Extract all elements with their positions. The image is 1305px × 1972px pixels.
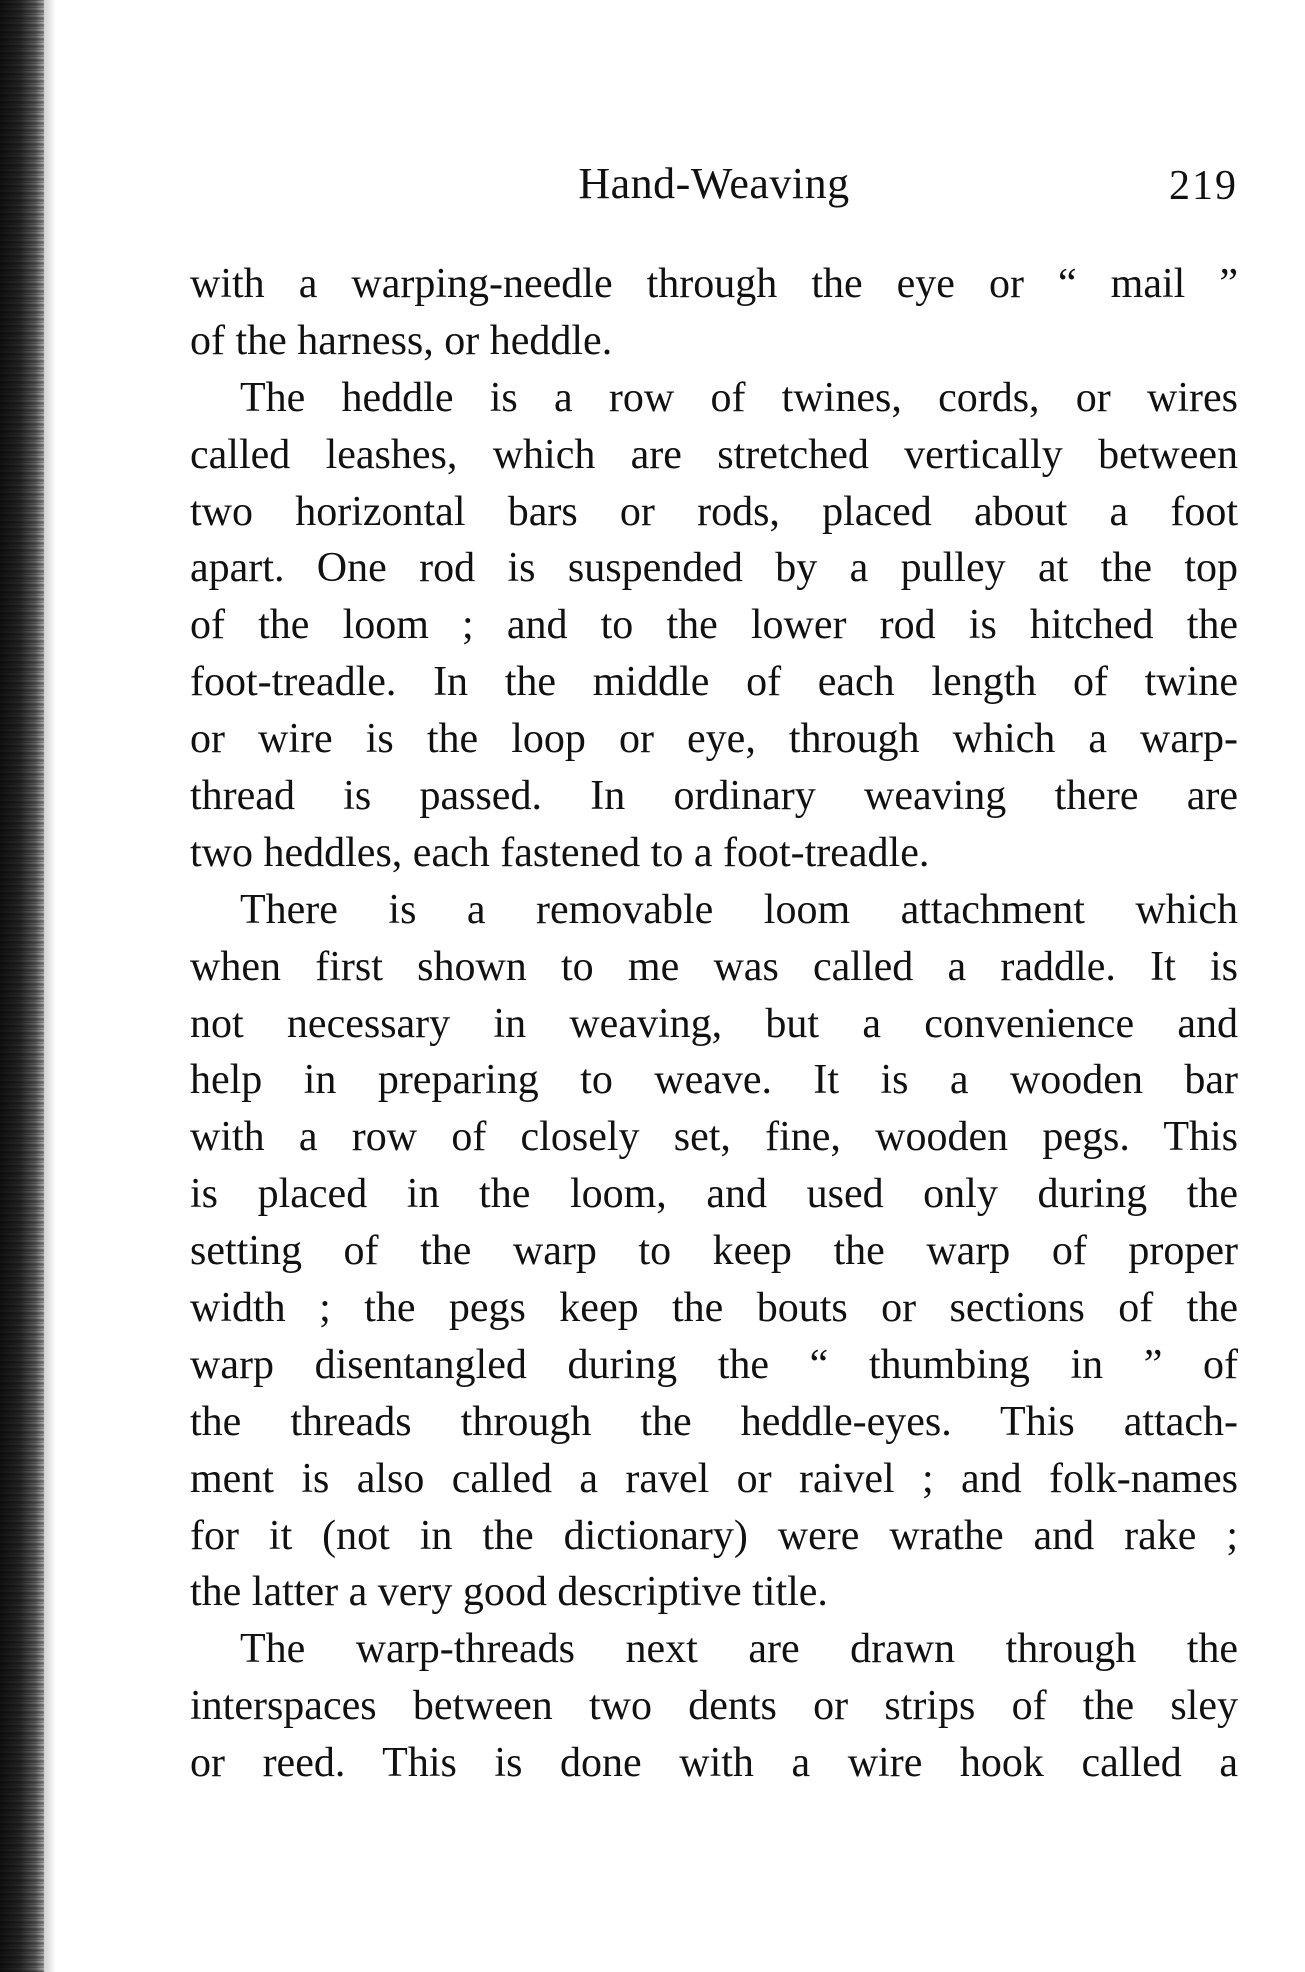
text-line: of the loom ; and to the lower rod is hitched the	[190, 602, 1238, 649]
text-line: for it (not in the dictionary) were wrathe and rake ;	[190, 1512, 1238, 1559]
text-line: two heddles, each fastened to a foot-treadle.	[190, 829, 930, 876]
book-binding-edge	[0, 0, 44, 1972]
text-line: width ; the pegs keep the bouts or sections of the	[190, 1285, 1238, 1332]
text-line: the latter a very good descriptive title.	[190, 1569, 828, 1616]
text-line: foot-treadle. In the middle of each length of twine	[190, 659, 1238, 706]
text-line: called leashes, which are stretched vertically between	[190, 431, 1238, 478]
text-line: warp disentangled during the “ thumbing in ” of	[190, 1341, 1238, 1388]
page-number: 219	[1169, 163, 1238, 209]
text-line: two horizontal bars or rods, placed about a foot	[190, 488, 1238, 535]
text-line: the threads through the heddle-eyes. This attach-	[190, 1398, 1238, 1445]
text-line: There is a removable loom attachment which	[240, 886, 1238, 933]
text-line: or reed. This is done with a wire hook called a	[190, 1740, 1238, 1787]
running-title: Hand-Weaving	[578, 159, 850, 208]
text-line: thread is passed. In ordinary weaving there are	[190, 773, 1238, 820]
gutter-shadow	[44, 0, 56, 1972]
text-line: of the harness, or heddle.	[190, 317, 613, 364]
text-line: when first shown to me was called a raddle. It is	[190, 943, 1238, 990]
text-line: apart. One rod is suspended by a pulley at the top	[190, 545, 1238, 592]
text-line: is placed in the loom, and used only during the	[190, 1171, 1238, 1218]
running-head	[190, 158, 1238, 218]
text-line: ment is also called a ravel or raivel ; and folk-names	[190, 1455, 1238, 1502]
body-text	[190, 256, 1238, 1792]
text-line: with a warping-needle through the eye or “ mail ”	[190, 261, 1238, 307]
text-line: setting of the warp to keep the warp of proper	[190, 1228, 1238, 1275]
text-line: interspaces between two dents or strips of the sley	[190, 1683, 1238, 1730]
text-line: The warp-threads next are drawn through the	[240, 1626, 1238, 1673]
text-line: The heddle is a row of twines, cords, or wires	[240, 374, 1238, 421]
text-line: help in preparing to weave. It is a wooden bar	[190, 1057, 1238, 1104]
text-line: not necessary in weaving, but a convenience and	[190, 1000, 1238, 1047]
text-line: or wire is the loop or eye, through which a warp-	[190, 716, 1238, 763]
text-line: with a row of closely set, fine, wooden pegs. This	[190, 1114, 1238, 1161]
